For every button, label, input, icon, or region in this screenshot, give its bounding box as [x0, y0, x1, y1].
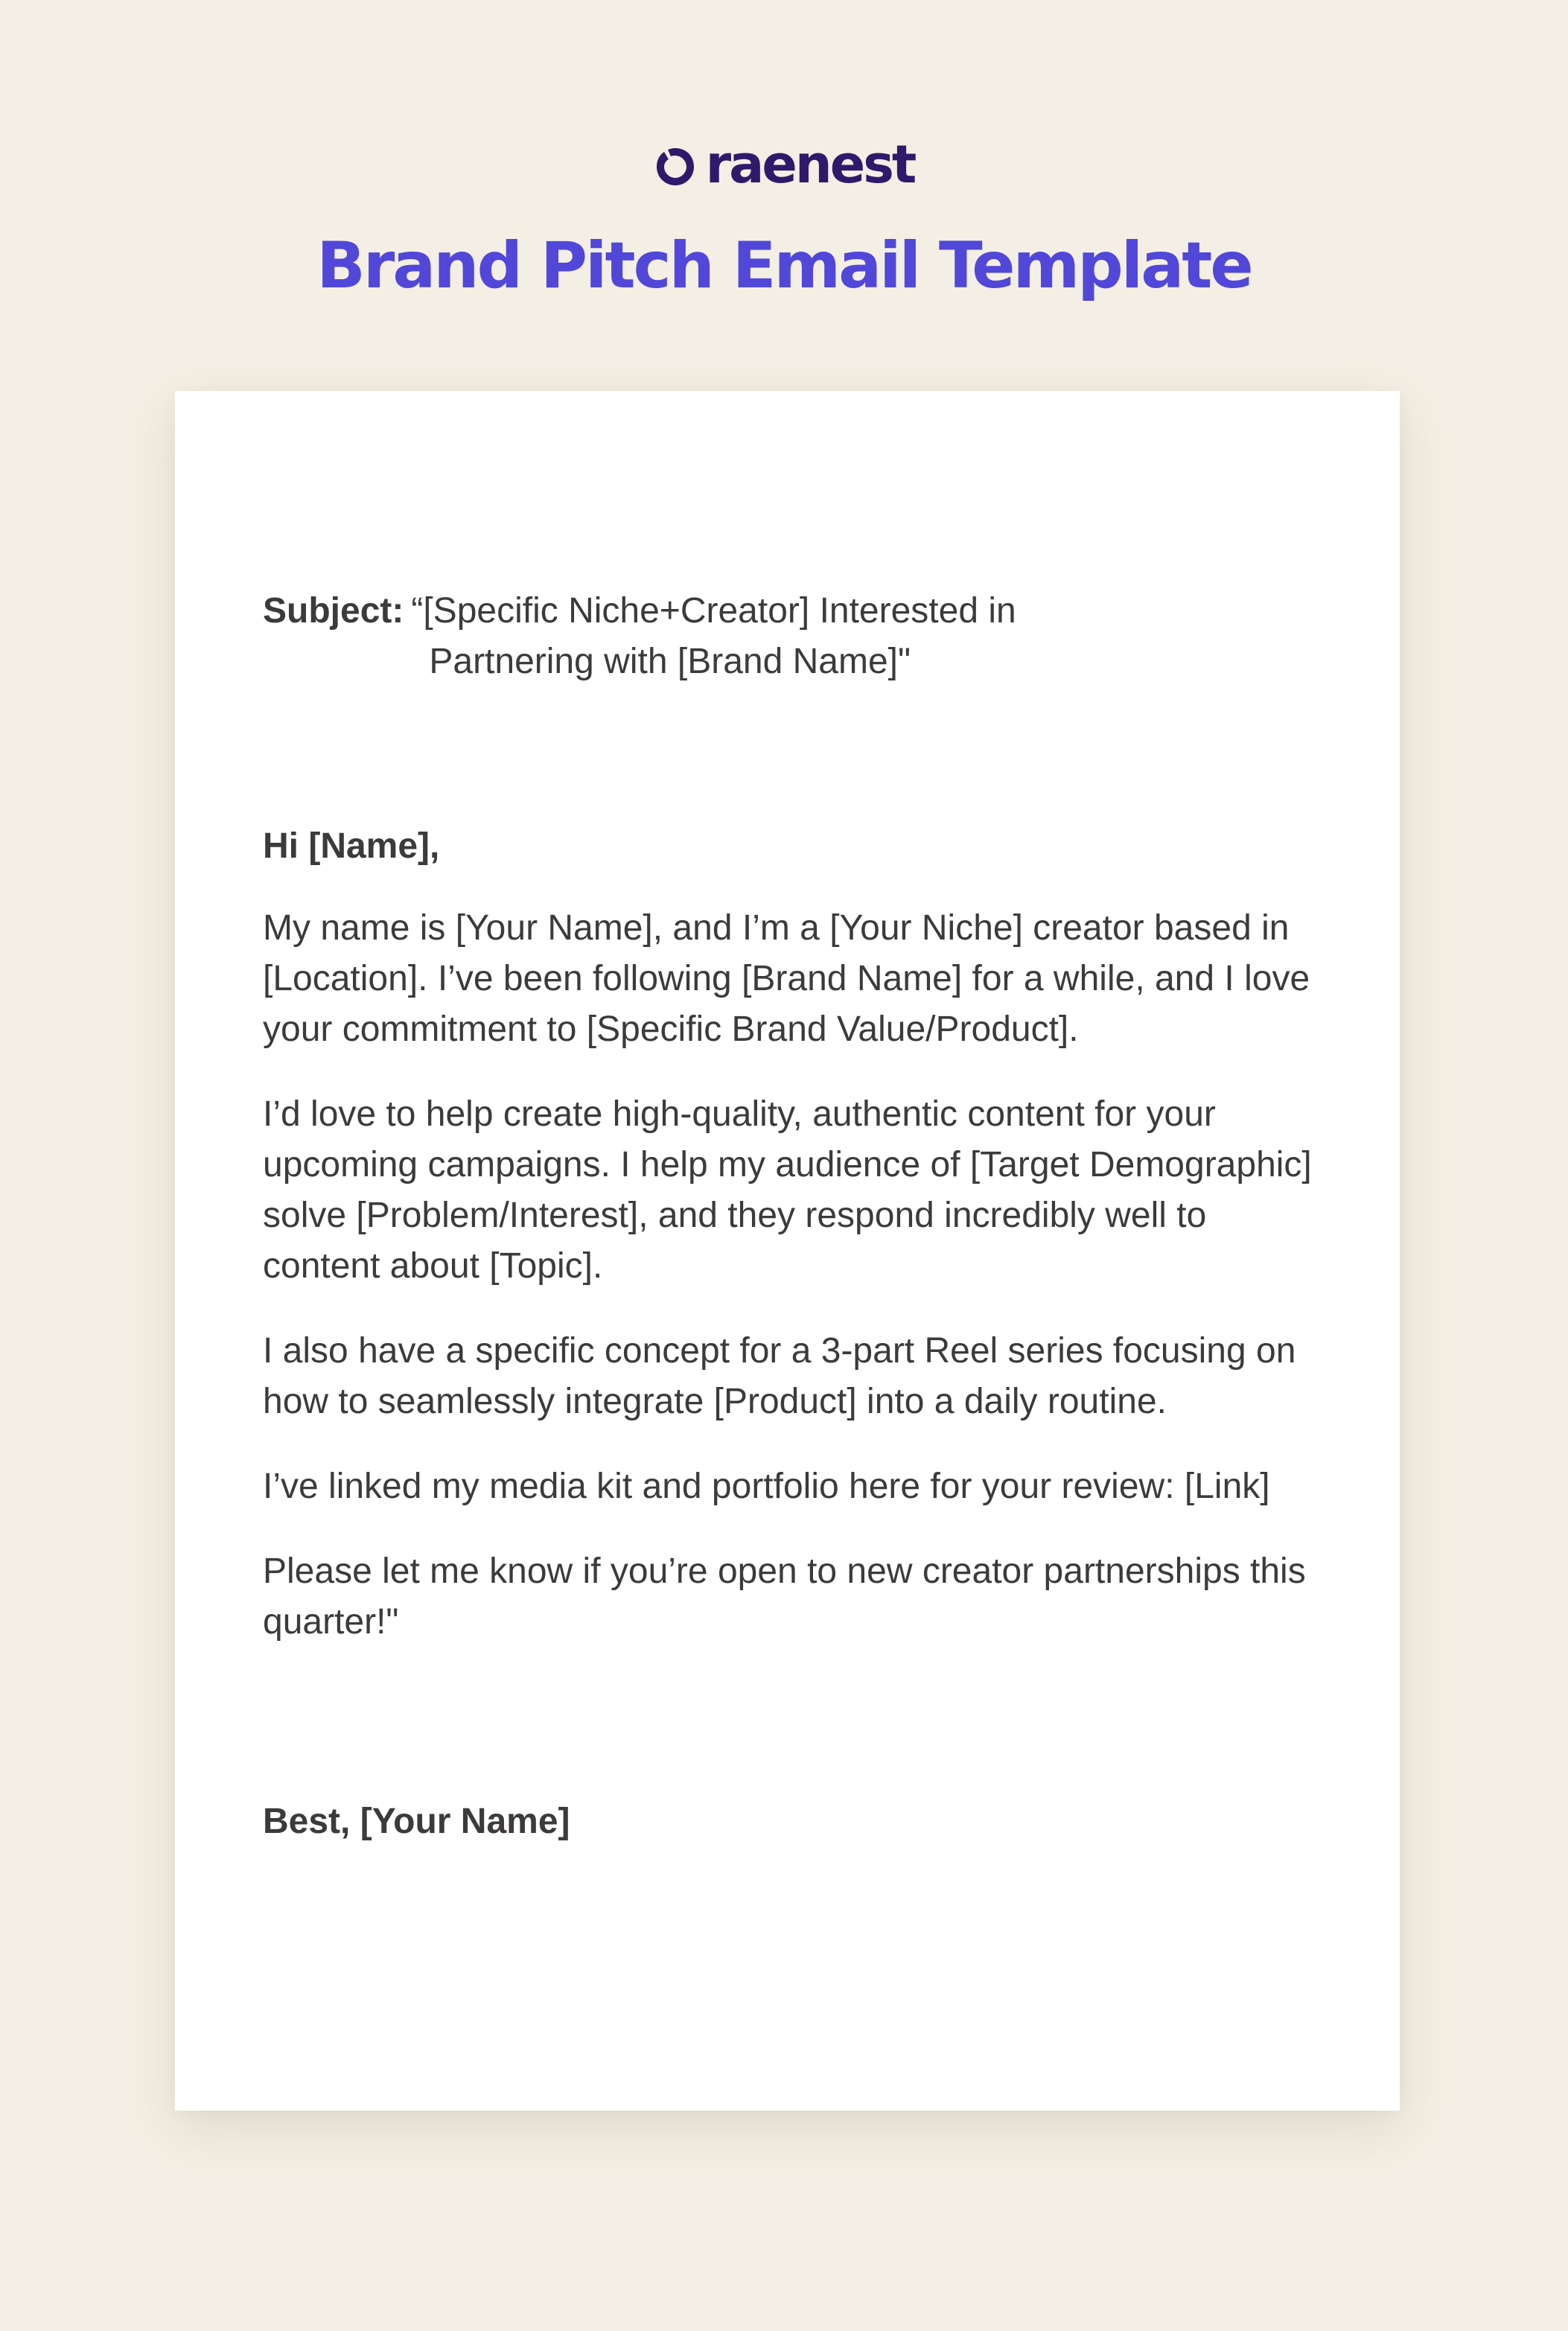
email-body: [263, 586, 1328, 1847]
email-template-card: [175, 391, 1400, 2111]
paragraph-concept: I also have a specific concept for a 3-part Reel series focusing on how to seamlessly integrate [Product] into a daily routine.: [263, 1331, 1296, 1421]
raenest-logo-icon: [654, 145, 697, 188]
paragraph-introduction: My name is [Your Name], and I’m a [Your Niche] creator based in [Location]. I’ve been following [Brand Name] for a while, and I love your commitment to [Specific Brand Value/Product].: [263, 908, 1310, 1049]
logo-wordmark: raenest: [705, 134, 915, 195]
greeting: Hi [Name],: [263, 826, 440, 866]
subject-line: [263, 586, 1328, 687]
signoff: Best, [Your Name]: [263, 1802, 570, 1841]
page-title: Brand Pitch Email Template: [316, 229, 1252, 303]
subject-label: Subject:: [263, 591, 404, 631]
paragraph-value-proposition: I’d love to help create high-quality, authentic content for your upcoming campaigns. I help my audience of [Target Demographic] solve [Problem/Interest], and they respond incredibly well to content about [Topic].: [263, 1094, 1312, 1286]
subject-text: “[Specific Niche+Creator] Interested in Partnering with [Brand Name]": [411, 591, 1016, 681]
brand-logo: [0, 134, 1568, 195]
paragraph-media-kit: I’ve linked my media kit and portfolio here for your review: [Link]: [263, 1467, 1270, 1506]
paragraph-call-to-action: Please let me know if you’re open to new creator partnerships this quarter!": [263, 1552, 1306, 1642]
